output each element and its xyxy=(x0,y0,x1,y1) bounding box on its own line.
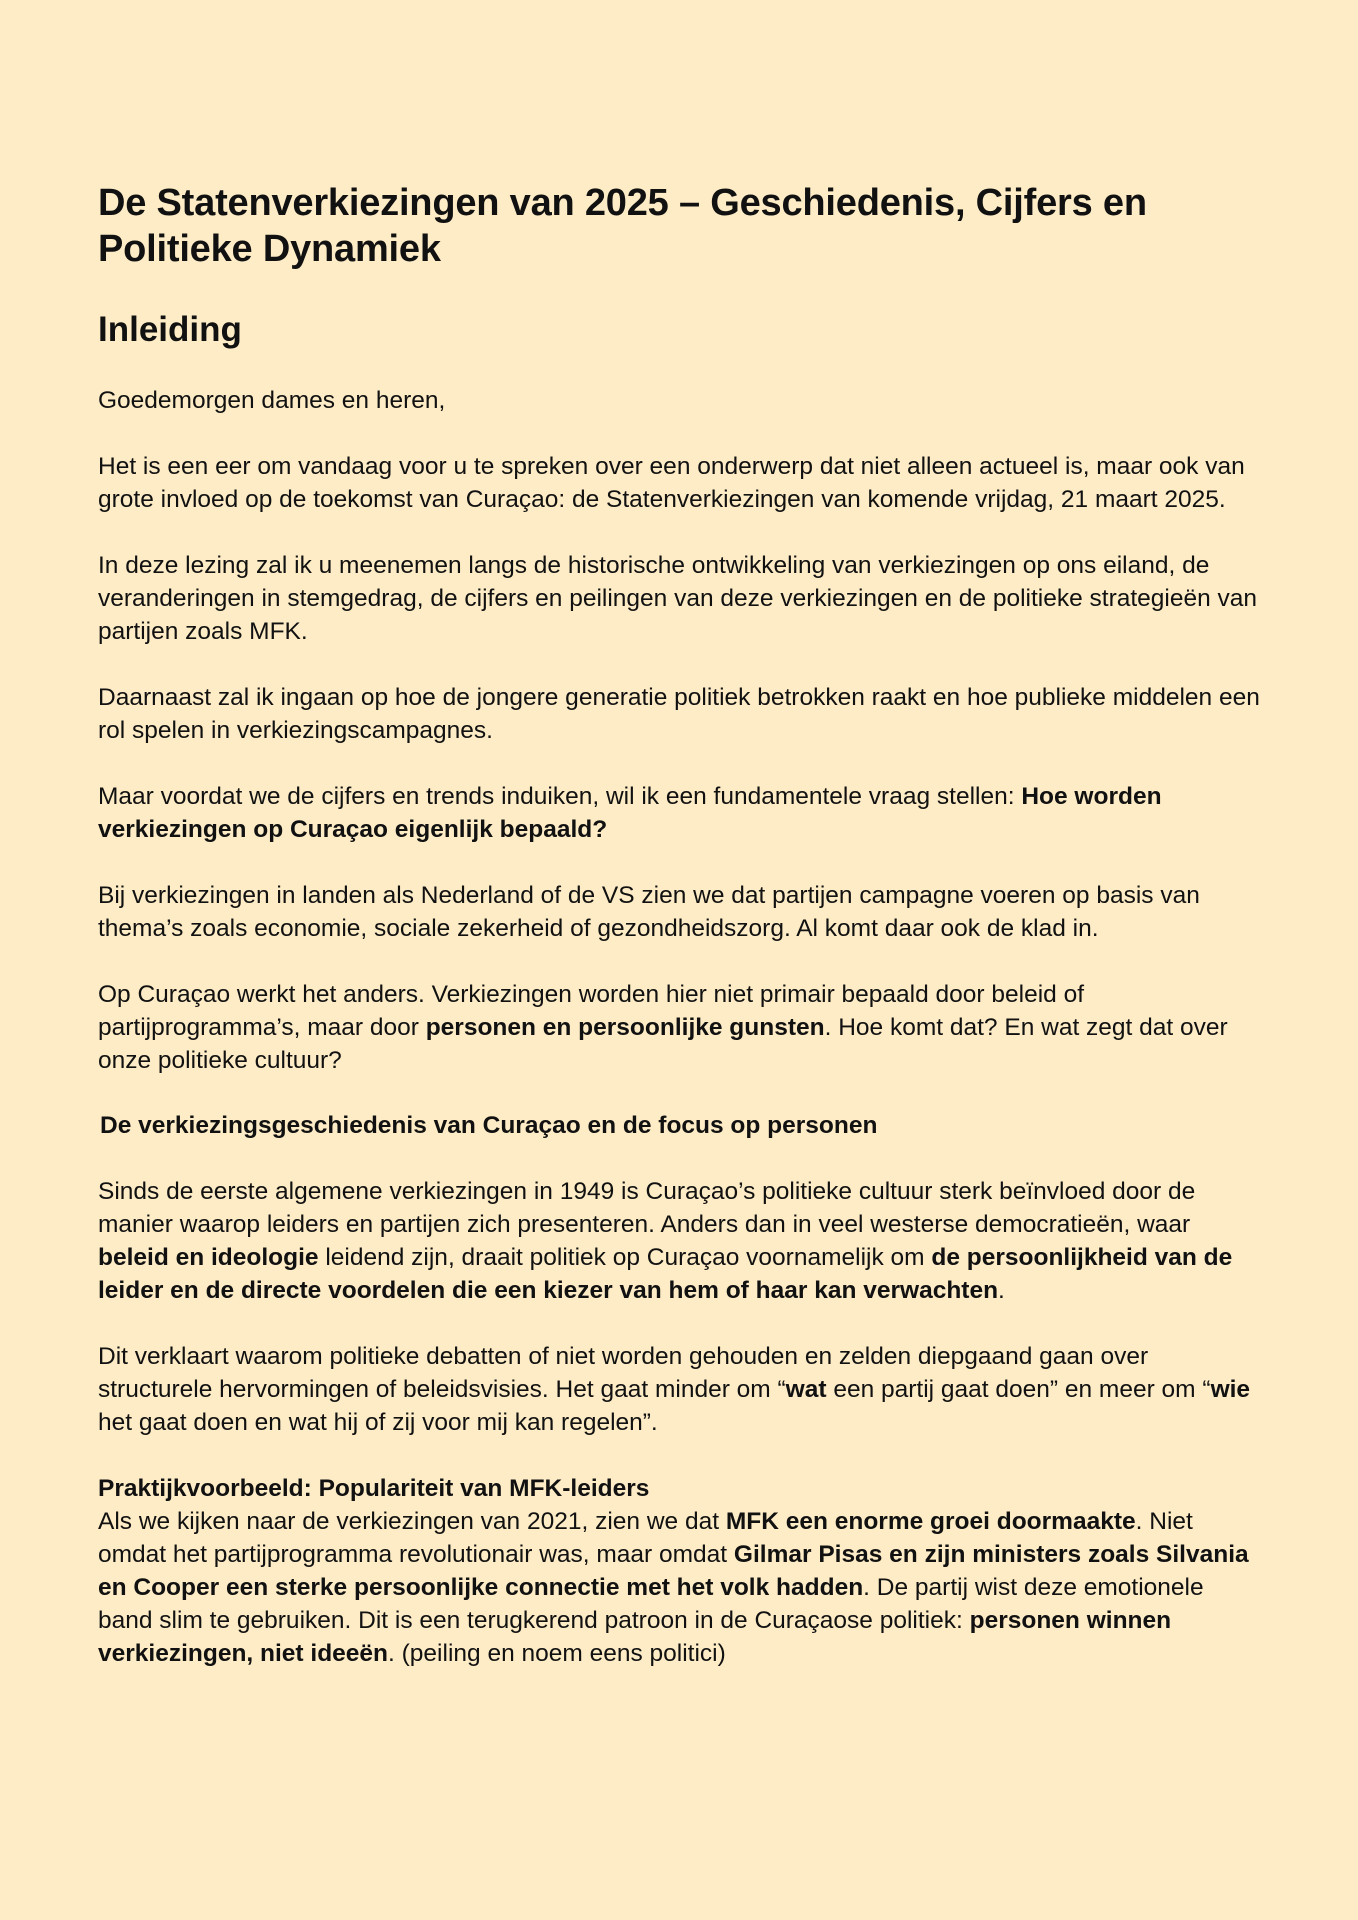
paragraph-3: Daarnaast zal ik ingaan op hoe de jongere generatie politiek betrokken raakt en hoe publieke middelen een rol spelen in verkiezingscampagnes. xyxy=(98,684,1260,744)
paragraph-7 xyxy=(98,1175,1262,1307)
paragraph-9-bold-b: MFK een enorme groei doormaakte xyxy=(725,1508,1136,1535)
paragraph-9-bold-f: personen winnen verkiezingen, niet ideeën xyxy=(98,1607,1172,1667)
greeting: Goedemorgen dames en heren, xyxy=(98,387,446,414)
paragraph-9-text-c: . Niet omdat het partijprogramma revolutionair was, maar omdat xyxy=(98,1508,1193,1568)
paragraph-2: In deze lezing zal ik u meenemen langs de historische ontwikkeling van verkiezingen op ons eiland, de veranderingen in stemgedrag, de cijfers en peilingen van deze verkiezingen en de politieke strategieën van partijen zoals MFK. xyxy=(98,552,1258,645)
paragraph-8-bold-b: wat xyxy=(785,1376,827,1403)
paragraph-9-text-a: Als we kijken naar de verkiezingen van 2021, zien we dat xyxy=(98,1508,726,1535)
paragraph-7-text-e: . xyxy=(998,1277,1005,1304)
paragraph-9 xyxy=(98,1505,1262,1670)
paragraph-6-text-c: . Hoe komt dat? En wat zegt dat over onze politieke cultuur? xyxy=(98,1014,1228,1074)
section-heading: De verkiezingsgeschiedenis van Curaçao en de focus op personen xyxy=(100,1112,878,1139)
paragraph-9-bold-d: Gilmar Pisas en zijn ministers zoals Silvania en Cooper een sterke persoonlijke connectie met het volk hadden xyxy=(98,1541,1249,1601)
paragraph-8-text-a: Dit verklaart waarom politieke debatten of niet worden gehouden en zelden diepgaand gaan over structurele hervormingen of beleidsvisies. Het gaat minder om “ xyxy=(98,1343,1149,1403)
paragraph-6-text-a: Op Curaçao werkt het anders. Verkiezingen worden hier niet primair bepaald door beleid of partijprogramma’s, maar door xyxy=(98,981,1085,1041)
paragraph-7-bold-b: beleid en ideologie xyxy=(98,1244,319,1271)
paragraph-4-question: Hoe worden verkiezingen op Curaçao eigenlijk bepaald? xyxy=(98,783,1162,843)
paragraph-4-text: Maar voordat we de cijfers en trends induiken, wil ik een fundamentele vraag stellen: xyxy=(98,783,1022,810)
paragraph-5: Bij verkiezingen in landen als Nederland of de VS zien we dat partijen campagne voeren op basis van thema’s zoals economie, sociale zekerheid of gezondheidszorg. Al komt daar ook de klad in. xyxy=(98,882,1200,942)
paragraph-7-text-c: leidend zijn, draait politiek op Curaçao voornamelijk om xyxy=(318,1244,932,1271)
document-title: De Statenverkiezingen van 2025 – Geschiedenis, Cijfers en Politieke Dynamiek xyxy=(98,182,1147,270)
paragraph-8 xyxy=(98,1340,1262,1439)
paragraph-7-text-a: Sinds de eerste algemene verkiezingen in 1949 is Curaçao’s politieke cultuur sterk beïnvloed door de manier waarop leiders en partijen zich presenteren. Anders dan in veel westerse democratieën, waar xyxy=(98,1178,1196,1238)
paragraph-8-text-c: een partij gaat doen” en meer om “ xyxy=(826,1376,1211,1403)
paragraph-9-text-e: . De partij wist deze emotionele band slim te gebruiken. Dit is een terugkerend patroon in de Curaçaose politiek: xyxy=(98,1574,1204,1634)
paragraph-6 xyxy=(98,978,1262,1077)
sub-heading: Praktijkvoorbeeld: Populariteit van MFK-leiders xyxy=(98,1475,650,1502)
paragraph-4 xyxy=(98,780,1262,846)
paragraph-6-bold: personen en persoonlijke gunsten xyxy=(425,1014,825,1041)
paragraph-9-text-g: . (peiling en noem eens politici) xyxy=(388,1640,726,1667)
intro-heading: Inleiding xyxy=(98,310,242,349)
paragraph-8-text-e: het gaat doen en wat hij of zij voor mij kan regelen”. xyxy=(98,1409,658,1436)
paragraph-8-bold-d: wie xyxy=(1210,1376,1251,1403)
paragraph-1: Het is een eer om vandaag voor u te spreken over een onderwerp dat niet alleen actueel is, maar ook van grote invloed op de toekomst van Curaçao: de Statenverkiezingen van komende vrijdag, 21 maart 2025. xyxy=(98,453,1245,513)
paragraph-7-bold-d: de persoonlijkheid van de leider en de directe voordelen die een kiezer van hem of haar kan verwachten xyxy=(98,1244,1233,1304)
